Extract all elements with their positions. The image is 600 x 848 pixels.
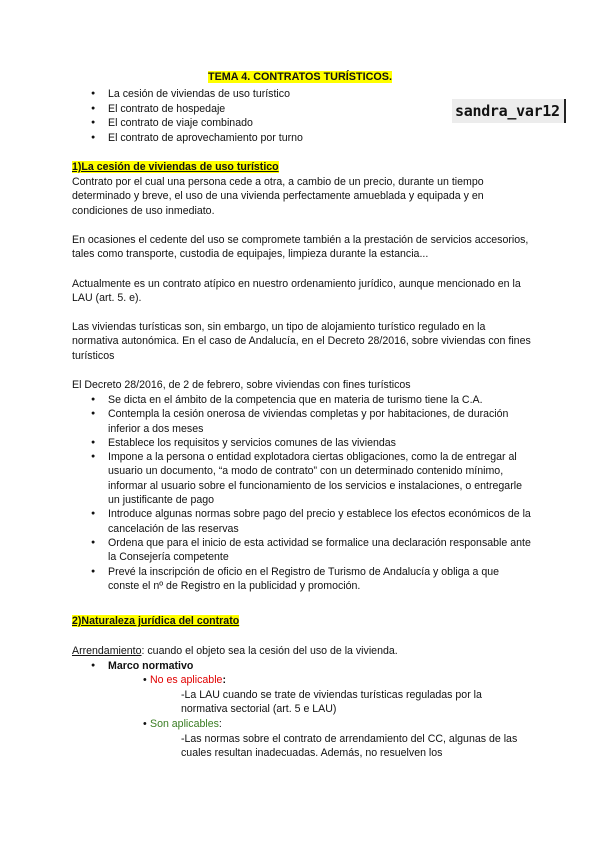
- list-item: ● Se dicta en el ámbito de la competencia que en materia de turismo tiene la C.A.: [108, 393, 532, 407]
- list-item: ● Prevé la inscripción de oficio en el Registro de Turismo de Andalucía y obliga a que conste el nº de Registro en la publicidad y promoción.: [108, 565, 532, 594]
- list-item: ● Ordena que para el inicio de esta actividad se formalice una declaración responsable ante la Consejería competente: [108, 536, 532, 565]
- no-aplicable-item: • No es aplicable:: [143, 674, 226, 686]
- table-of-contents: [108, 87, 303, 145]
- toc-item: ● La cesión de viviendas de uso turístico: [108, 87, 303, 102]
- arrendamiento-text: : cuando el objeto sea la cesión del uso de la vivienda.: [141, 645, 398, 657]
- section1-heading: 1)La cesión de viviendas de uso turístico: [72, 161, 279, 173]
- no-aplicable-text: -La LAU cuando se trate de viviendas turísticas reguladas por la normativa sectorial (art. 5 e LAU): [181, 689, 482, 716]
- decree-bullet-list: [108, 393, 532, 593]
- aplicables-text: -Las normas sobre el contrato de arrendamiento del CC, algunas de las cuales resultan inadecuadas. Además, no resuelven los: [181, 733, 518, 760]
- aplicables-item: • Son aplicables:: [143, 718, 222, 730]
- no-aplicable-colon: :: [222, 674, 226, 686]
- toc-item: ● El contrato de aprovechamiento por turno: [108, 131, 303, 146]
- marco-list: [108, 659, 532, 673]
- list-item: ● Introduce algunas normas sobre pago del precio y establece los efectos económicos de la cancelación de las reservas: [108, 507, 532, 536]
- toc-item: ● El contrato de viaje combinado: [108, 116, 303, 131]
- aplicables-label: Son aplicables: [150, 718, 219, 730]
- section1-paragraph-atypical: Actualmente es un contrato atípico en nuestro ordenamiento jurídico, aunque mencionado en la LAU (art. 5. e).: [72, 278, 521, 305]
- aplicables-colon: :: [218, 718, 222, 730]
- watermark-logo: sandra_var12: [452, 99, 566, 123]
- section1-paragraph-decree: El Decreto 28/2016, de 2 de febrero, sobre viviendas con fines turísticos: [72, 379, 411, 391]
- section1-paragraph-services: En ocasiones el cedente del uso se compromete también a la prestación de servicios accesorios, tales como transporte, custodia de equipajes, limpieza durante la estancia...: [72, 234, 529, 261]
- section2-heading: 2)Naturaleza jurídica del contrato: [72, 615, 240, 627]
- arrendamiento-label: Arrendamiento: [72, 645, 142, 657]
- list-item: ● Establece los requisitos y servicios comunes de las viviendas: [108, 436, 532, 450]
- page-title: TEMA 4. CONTRATOS TURÍSTICOS.: [208, 71, 392, 83]
- section1-paragraph-definition: Contrato por el cual una persona cede a otra, a cambio de un precio, durante un tiempo determinado y breve, el uso de una vivienda perfectamente amueblada y equipada y en condiciones de uso inmediato.: [72, 176, 484, 217]
- marco-normativo-item: ● Marco normativo: [108, 659, 532, 673]
- no-aplicable-label: No es aplicable: [150, 674, 223, 686]
- toc-item: ● El contrato de hospedaje: [108, 102, 303, 117]
- section1-paragraph-regional: Las viviendas turísticas son, sin embargo, un tipo de alojamiento turístico regulado en la normativa autonómica. En el caso de Andalucía, en el Decreto 28/2016, sobre viviendas con fines turísticos: [72, 321, 531, 362]
- list-item: ● Contempla la cesión onerosa de viviendas completas y por habitaciones, de duración inferior a dos meses: [108, 407, 532, 436]
- list-item: ● Impone a la persona o entidad explotadora ciertas obligaciones, como la de entregar al usuario un documento, “a modo de contrato” con un determinado contenido mínimo, informar al usuario sobre el funcionamiento de los servicios e instalaciones, o entregarle un justificante de pago: [108, 450, 532, 507]
- arrendamiento-line: [72, 644, 532, 658]
